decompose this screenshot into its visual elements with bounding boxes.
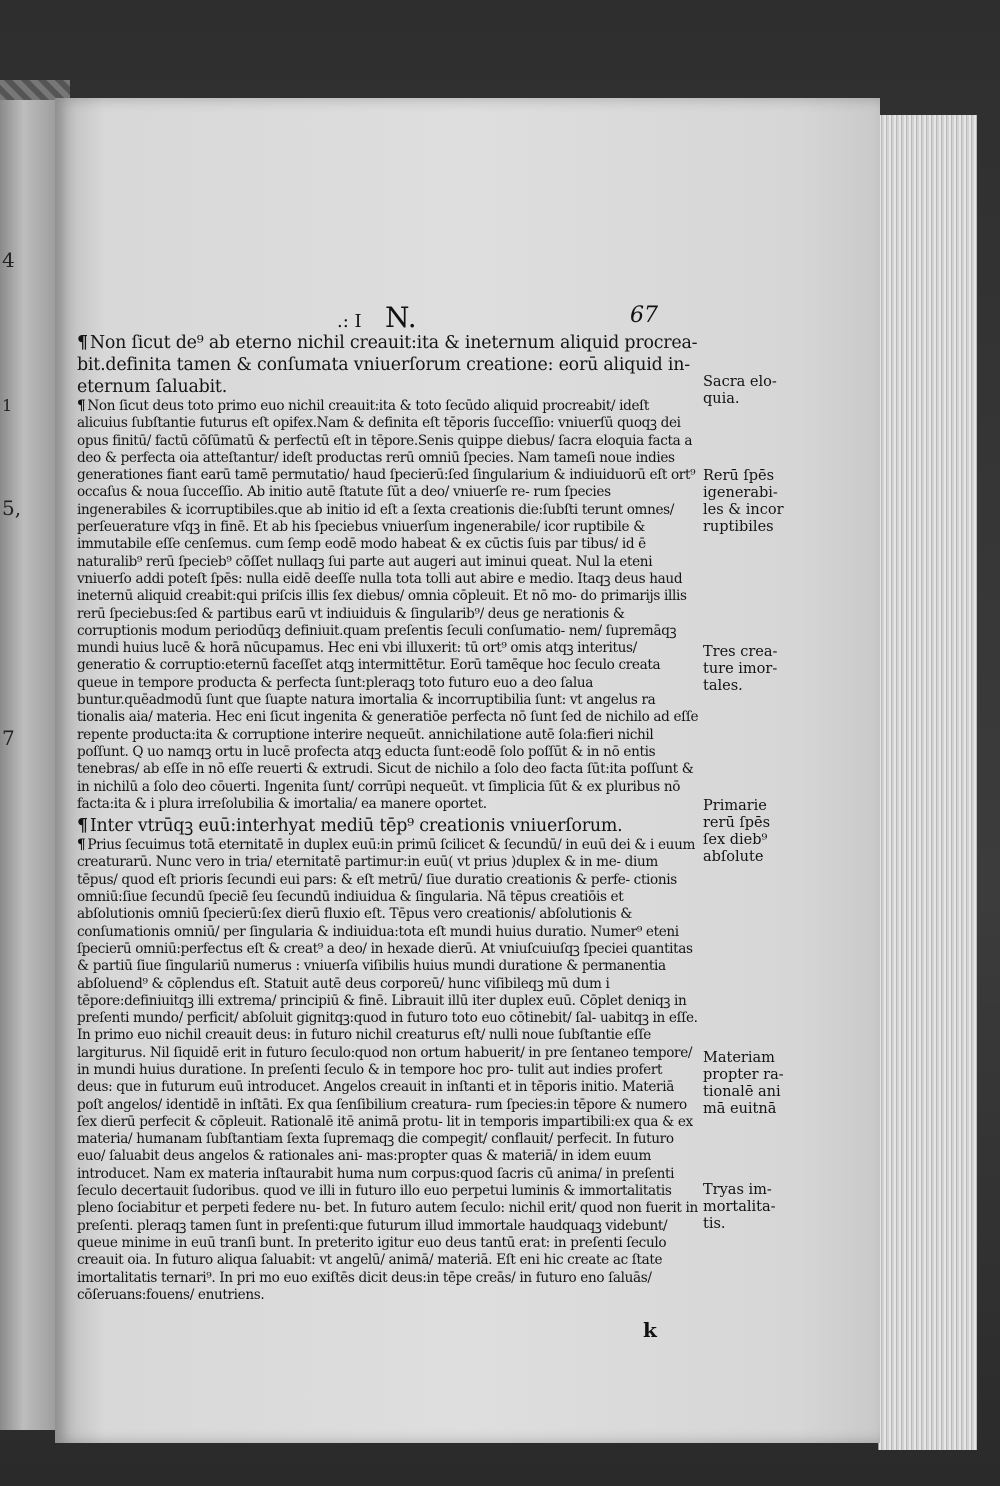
proposition-paragraph: ¶ Non ſicut de⁹ ab eterno nichil creauit:ita & ineternum aliquid procrea- bit.definita tamen & conſumata vniuerſorum creatione: eorū aliquid in- eternum ſaluabit. [77, 333, 698, 397]
section-mark: .: I [337, 311, 362, 332]
catchword: k [643, 1318, 657, 1342]
margin-note: Materiam propter ra- tionalē ani mā euitnā [703, 1050, 784, 1117]
folio-number: 67 [630, 303, 658, 328]
proposition-paragraph: ¶ Inter vtrūqꝫ euū:interhyat mediū tēp⁹ creationis vniuerſorum. [77, 816, 623, 837]
facing-page-mark: 7 [2, 726, 15, 750]
page-block-edge [878, 115, 977, 1450]
main-text-column [77, 332, 699, 1304]
margin-note: Rerū ſpēs igenerabi- les & incor ruptibiles [703, 468, 784, 535]
margin-note: Tryas im- mortalita- tis. [703, 1182, 776, 1232]
facing-page-mark: 5, [2, 496, 22, 520]
facing-page-mark: 4 [2, 248, 15, 272]
paragraph-mark-icon: ¶ [77, 333, 88, 353]
paragraph-mark-icon: ¶ [77, 837, 86, 854]
margin-note: Primarie rerū ſpēs ſex dieb⁹ abſolute [703, 798, 771, 865]
section-letter: N. [385, 301, 417, 334]
facing-page-edge [0, 100, 60, 1430]
paragraph-mark-icon: ¶ [77, 816, 88, 837]
running-header [55, 301, 880, 335]
recto-page [55, 98, 880, 1443]
paragraph-mark-icon: ¶ [77, 398, 86, 414]
margin-note: Tres crea- ture imor- tales. [703, 644, 778, 694]
commentary-paragraph: ¶ Non ſicut deus toto primo euo nichil creauit:ita & toto ſecūdo aliquid procreabit/ ideſt alicuius ſubſtantie futurus eſt opifex.Nam & definita eſt tēporis ſucceſſio: vniuerſū quoqꝫ dei opus finitū/ factū cōſūmatū & perfectū eſt in tēpore.Senis quippe diebus/ ſacra eloquia facta a deo & perfecta oia atteſtantur/ ideſt productas rerū omniū ſpecies. Nam tameſi noue indies generationes fiant earū tamē permutatio/ haud ſpecierū:ſed ſingularium & indiuiduorū eſt ort⁹ occaſus & noua ſucceſſio. Ab initio autē ſtatute ſūt a deo/ vniuerſe re- rum ſpecies ingenerabiles & icorruptibiles.que ab initio id eſt a ſexta creationis die:ſubſti terunt omnes/ perſeuerature vſqꝫ in finē. Et ab his ſpeciebus vniuerſum ingenerabile/ icor ruptibile & immutabile eſſe cenſemus. cum ſemp eodē modo habeat & ex cūctis ſuis par tibus/ id ē naturalib⁹ rerū ſpecieb⁹ cōſſet nullaqꝫ ſui parte aut augeri aut iminui queat. Nul la eteni vniuerſo addi poteſt ſpēs: nulla eidē deeſſe nulla tota tolli aut abire e medio. Itaqꝫ deus haud ineternū aliquid creabit:qui priſcis illis ſex diebus/ omnia cōpleuit. Et nō mo- do primarijs illis rerū ſpeciebus:ſed & partibus earū vt indiuiduis & ſingularib⁹/ deus ge nerationis & corruptionis modum periodūqꝫ definiuit.quam preſentis ſeculi conſumatio- nem/ ſupremāqꝫ mundi huius lucē & horā nūcupamus. Hec eni vbi illuxerit: tū ort⁹ omis atqꝫ interitus/ generatio & corruptio:eternū faceſſet atqꝫ intermittētur. Eorū tamēque hoc ſeculo creata queue in tempore producta & perfecta ſunt:pleraqꝫ toto futuro euo a deo ſalua buntur.quēadmodū ſunt que ſuapte natura imortalia & incorruptibilia ſunt: vt angelus ra tionalis aia/ materia. Hec eni ſicut ingenita & generatiōe perfecta nō ſunt ſed de nichilo ad eſſe repente producta:ita & corruptione interire nequeūt. annichilatione autē ſola:fieri nichil poſſunt. Q uo namqꝫ ortu in lucē profecta atqꝫ educta ſunt:eodē ſolo poſſūt & in nō entis tenebras/ ab eſſe in nō eſſe reuerti & extrudi. Sicut de nichilo a ſolo deo facta ſūt:ita poſſunt & in nichilū a ſolo deo cōuerti. Ingenita ſunt/ corrūpi nequeūt. vt ſimplicia ſūt & ex pluribus nō facta:ita & i plura irreſolubilia & imortalia/ ea manere oportet. [77, 398, 699, 812]
margin-note: Sacra elo- quia. [703, 374, 777, 407]
commentary-paragraph: ¶ Prius ſecuimus totā eternitatē in duplex euū:in primū ſcilicet & ſecundū/ in euū dei & i euum creaturarū. Nunc vero in tria/ eternitatē partimur:in euū( vt prius )duplex & in me- dium tēpus/ quod eſt prioris ſecundi eui pars: & eſt metrū/ ſiue duratio creationis & perfe- ctionis omniū:ſiue ſecundū ſpeciē ſeu ſecundū indiuidua & ſingularia. Nā tēpus creatiōis et abſolutionis omniū ſpecierū:ſex dierū fluxio eſt. Tēpus vero creationis/ abſolutionis & conſumationis omniū/ per ſingularia & indiuidua:tota eſt mundi huius duratio. Numer⁹ eteni ſpecierū omniū:perfectus eſt & creat⁹ a deo/ in hexade dierū. At vniuſcuiuſqꝫ ſpeciei quantitas & partiū ſiue ſingulariū numerus : vniuerſa viſibilis huius mundi duratione & permanentia abſoluend⁹ & cōplendus eſt. Statuit autē deus corporeū/ hunc viſibileqꝫ mū dum i tēpore:definiuitqꝫ illi extrema/ principiū & finē. Librauit illū iter duplex euū. Cōplet deniqꝫ in preſenti mundo/ perficit/ abſoluit gignitqꝫ:quod in futuro toto euo cōtinebit/ ſal- uabitqꝫ in eſſe. In primo euo nichil creauit deus: in futuro nichil creaturus eſt/ nulli noue ſubſtantie eſſe largiturus. Nil ſiquidē erit in futuro ſeculo:quod non ortum habuerit/ in pre ſentaneo tempore/ in mundi huius duratione. In preſenti ſeculo & in tempore hoc pro- tulit aut indies profert deus: que in futurum euū introducet. Angelos creauit in inſtanti et in tēporis initio. Materiā poſt angelos/ identidē in inſtāti. Ex qua ſenſibilium creatura- rum ſpecies:in tēpore & numero ſex dierū perfecit & cōpleuit. Rationalē itē animā protu- lit in temporis impartibili:ex qua & ex materia/ humanam ſubſtantiam ſexta ſupremaqꝫ die compegit/ conflauit/ perfecit. In futuro euo/ ſaluabit deus angelos & rationales ani- mas:propter quas & materiā/ in idem euum introducet. Nam ex materia inſtaurabit huma num corpus:quod ſacris cū anima/ in preſenti ſeculo decertauit ſudoribus. quod ve illi in futuro illo euo perpetui luminis & immortalitatis pleno ſociabitur et perpeti federe nu- bet. In futuro autem ſeculo: nichil erit/ quod non fuerit in preſenti. pleraqꝫ tamen ſunt in preſenti:que futurum illud immortale haudquaqꝫ videbunt/ queue minime in euū tranſi bunt. In preterito igitur euo deus tantū erat: in preſenti ſeculo creauit oia. In futuro aliqua ſaluabit: vt angelū/ animā/ materiā. Eſt eni hic create ac ſtate imortalitatis ternari⁹. In pri mo euo exiſtēs dicit deus:in tēpe creās/ in futuro eno ſaluās/ cōſeruans:fouens/ enutriens. [77, 837, 698, 1303]
facing-page-mark: 1 [2, 396, 13, 415]
